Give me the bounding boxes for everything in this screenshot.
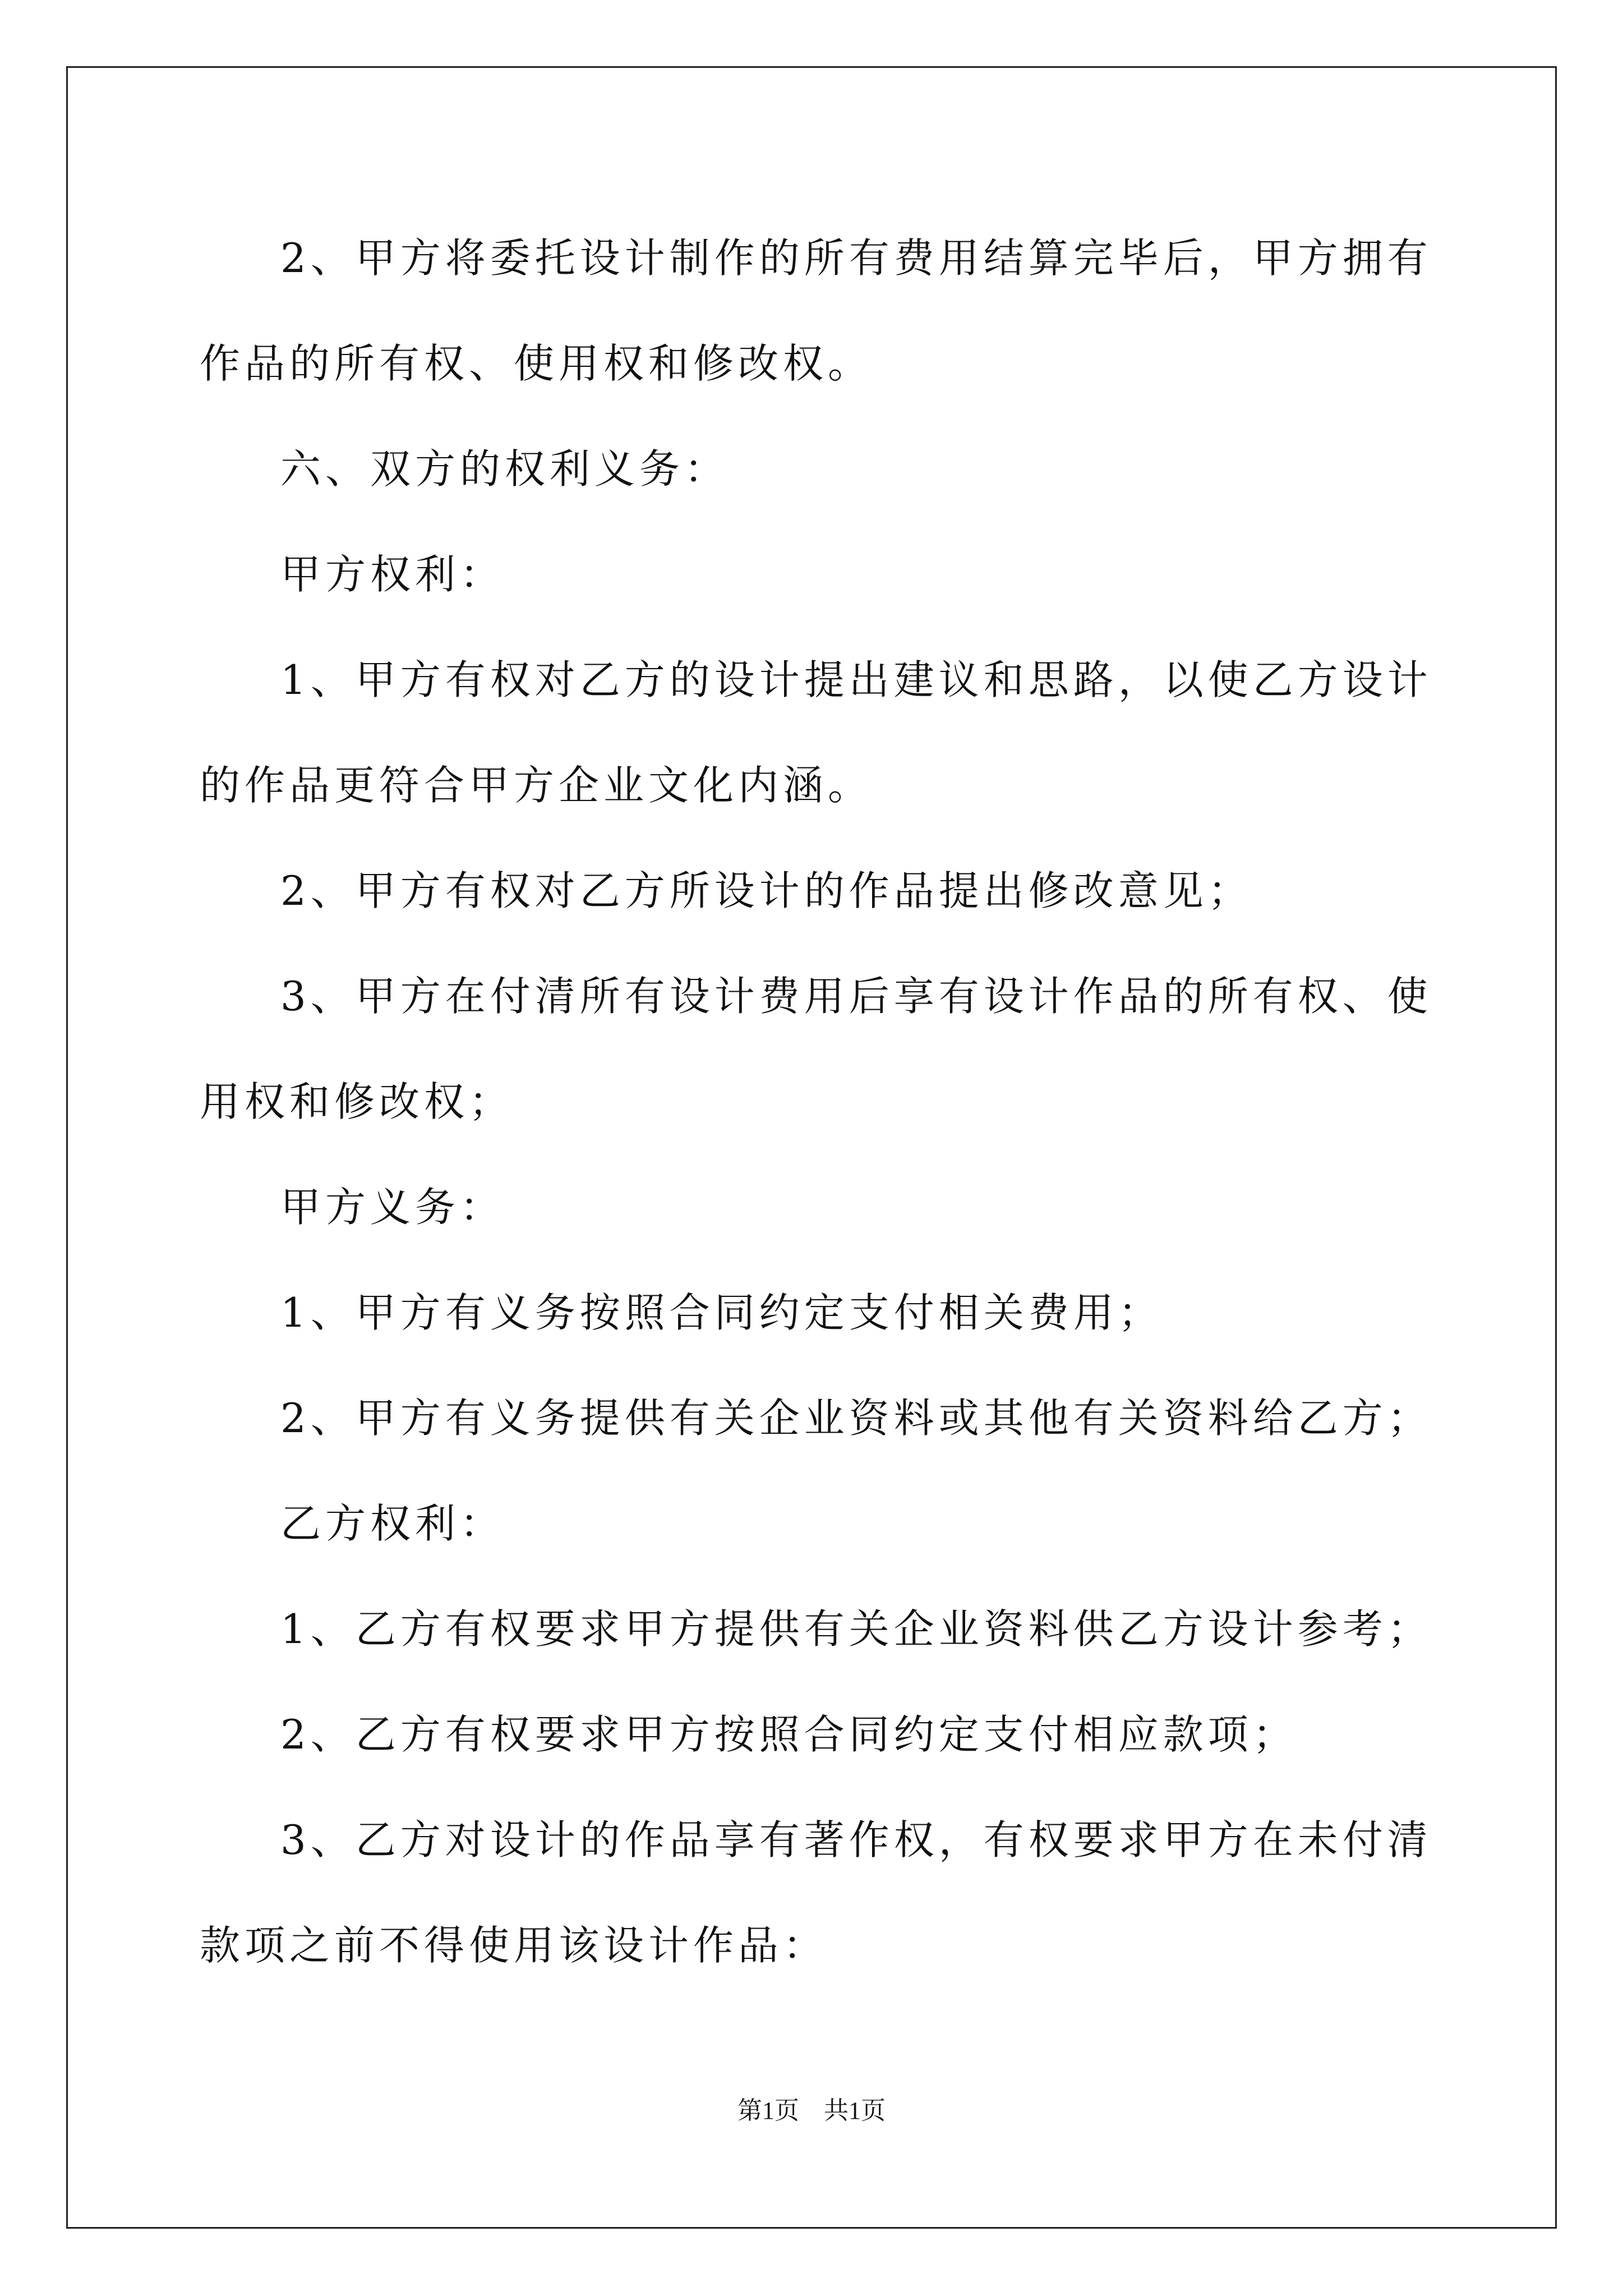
subsection-heading: 甲方义务： — [280, 1184, 505, 1231]
page-total: 共1页 — [824, 2097, 886, 2124]
paragraph: 3、甲方在付清所有设计费用后享有设计作品的所有权、使用权和修改权； — [200, 973, 1432, 1125]
paragraph: 1、甲方有义务按照合同约定支付相关费用； — [280, 1289, 1163, 1336]
paragraph: 1、甲方有权对乙方的设计提出建议和思路，以使乙方设计的作品更符合甲方企业文化内涵。 — [200, 656, 1432, 809]
page-footer — [0, 2094, 1623, 2128]
paragraph: 2、甲方有权对乙方所设计的作品提出修改意见； — [280, 867, 1253, 914]
subsection-heading: 甲方权利： — [280, 551, 505, 598]
page-number: 第1页 — [737, 2097, 799, 2124]
paragraph: 2、甲方有义务提供有关企业资料或其他有关资料给乙方； — [280, 1395, 1432, 1442]
paragraph: 3、乙方对设计的作品享有著作权，有权要求甲方在未付清款项之前不得使用该设计作品： — [200, 1816, 1432, 1969]
paragraph: 1、乙方有权要求甲方提供有关企业资料供乙方设计参考； — [280, 1605, 1432, 1653]
document-body — [200, 205, 1433, 1998]
paragraph: 2、甲方将委托设计制作的所有费用结算完毕后，甲方拥有作品的所有权、使用权和修改权。 — [200, 234, 1432, 387]
subsection-heading: 乙方权利： — [280, 1500, 505, 1547]
paragraph: 2、乙方有权要求甲方按照合同约定支付相应款项； — [280, 1711, 1298, 1758]
section-heading: 六、双方的权利义务： — [280, 445, 730, 493]
